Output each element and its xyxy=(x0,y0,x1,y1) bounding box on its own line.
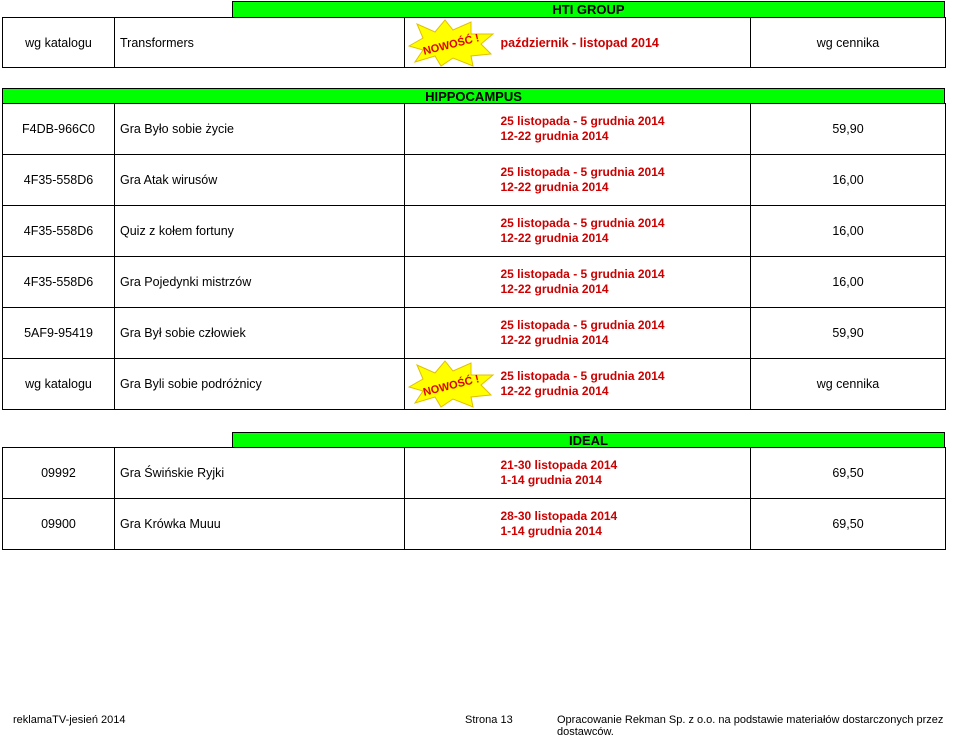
badge-cell xyxy=(405,359,498,410)
promo-date-2: 12-22 grudnia 2014 xyxy=(500,333,609,347)
product-price: 59,90 xyxy=(751,308,946,359)
table-row xyxy=(3,155,946,206)
promo-dates xyxy=(498,448,751,499)
promo-date-1: 25 listopada - 5 grudnia 2014 xyxy=(500,318,665,332)
promo-date-2: 12-22 grudnia 2014 xyxy=(500,231,609,245)
footer-left: reklamaTV-jesień 2014 xyxy=(13,714,126,726)
promo-dates xyxy=(498,206,751,257)
promo-date-2: 1-14 grudnia 2014 xyxy=(500,473,602,487)
promo-dates xyxy=(498,104,751,155)
table-row xyxy=(3,206,946,257)
promo-date-2: 1-14 grudnia 2014 xyxy=(500,524,602,538)
badge-cell xyxy=(405,257,498,308)
promo-dates xyxy=(498,155,751,206)
promo-dates xyxy=(498,257,751,308)
promo-date-1: 28-30 listopada 2014 xyxy=(500,509,618,523)
product-price: 69,50 xyxy=(751,499,946,550)
section-header-ideal xyxy=(232,432,945,447)
product-name: Gra Był sobie człowiek xyxy=(115,308,405,359)
badge-cell xyxy=(405,206,498,257)
product-name: Gra Krówka Muuu xyxy=(115,499,405,550)
badge-cell xyxy=(405,499,498,550)
product-code: 4F35-558D6 xyxy=(3,257,115,308)
ideal-rows xyxy=(3,448,946,550)
hippocampus-rows xyxy=(3,104,946,410)
product-name: Gra Świńskie Ryjki xyxy=(115,448,405,499)
product-price: 69,50 xyxy=(751,448,946,499)
brand-title: HTI GROUP xyxy=(552,2,625,17)
product-code: 09900 xyxy=(3,499,115,550)
header-table xyxy=(2,17,946,68)
header-category-cell: Transformers xyxy=(115,18,405,68)
footer-credit: Opracowanie Rekman Sp. z o.o. na podstawie materiałów dostarczonych przez dostawców. xyxy=(557,714,944,738)
table-row xyxy=(3,308,946,359)
promo-date-2: 12-22 grudnia 2014 xyxy=(500,129,609,143)
product-price: 16,00 xyxy=(751,206,946,257)
section-header-hippocampus xyxy=(2,88,945,103)
table-row xyxy=(3,359,946,410)
product-name: Gra Pojedynki mistrzów xyxy=(115,257,405,308)
table-row xyxy=(3,448,946,499)
promo-date-1: 25 listopada - 5 grudnia 2014 xyxy=(500,267,665,281)
product-code: 09992 xyxy=(3,448,115,499)
badge-cell xyxy=(405,448,498,499)
promo-date-1: 25 listopada - 5 grudnia 2014 xyxy=(500,114,665,128)
table-row xyxy=(3,257,946,308)
product-name: Gra Atak wirusów xyxy=(115,155,405,206)
product-name: Gra Było sobie życie xyxy=(115,104,405,155)
header-period-cell: październik - listopad 2014 xyxy=(498,18,751,68)
product-code: 4F35-558D6 xyxy=(3,206,115,257)
promo-date-1: 25 listopada - 5 grudnia 2014 xyxy=(500,165,665,179)
badge-text: NOWOŚĆ ! xyxy=(421,373,481,399)
product-code: wg katalogu xyxy=(3,359,115,410)
product-code: F4DB-966C0 xyxy=(3,104,115,155)
promo-date-2: 12-22 grudnia 2014 xyxy=(500,384,609,398)
promo-date-1: 25 listopada - 5 grudnia 2014 xyxy=(500,369,665,383)
header-row xyxy=(3,18,946,68)
product-price: 59,90 xyxy=(751,104,946,155)
hippocampus-table xyxy=(2,103,946,410)
badge-cell xyxy=(405,104,498,155)
promo-dates xyxy=(498,359,751,410)
nowosc-badge-icon xyxy=(405,18,498,68)
promo-date-1: 25 listopada - 5 grudnia 2014 xyxy=(500,216,665,230)
promo-dates xyxy=(498,499,751,550)
product-name: Quiz z kołem fortuny xyxy=(115,206,405,257)
product-price: 16,00 xyxy=(751,155,946,206)
section-title: HIPPOCAMPUS xyxy=(425,89,522,104)
product-code: 5AF9-95419 xyxy=(3,308,115,359)
nowosc-badge-icon xyxy=(405,359,498,409)
brand-header xyxy=(232,1,945,17)
section-title: IDEAL xyxy=(569,433,608,448)
badge-cell xyxy=(405,155,498,206)
promo-date-1: 21-30 listopada 2014 xyxy=(500,458,618,472)
header-catalog-cell: wg katalogu xyxy=(3,18,115,68)
table-row xyxy=(3,104,946,155)
badge-cell xyxy=(405,308,498,359)
product-price: wg cennika xyxy=(751,359,946,410)
promo-date-2: 12-22 grudnia 2014 xyxy=(500,282,609,296)
ideal-table xyxy=(2,447,946,550)
header-badge-cell xyxy=(405,18,498,68)
promo-dates xyxy=(498,308,751,359)
product-price: 16,00 xyxy=(751,257,946,308)
table-row xyxy=(3,499,946,550)
header-pricing-cell: wg cennika xyxy=(751,18,946,68)
product-name: Gra Byli sobie podróżnicy xyxy=(115,359,405,410)
product-code: 4F35-558D6 xyxy=(3,155,115,206)
footer-page-number: Strona 13 xyxy=(465,714,513,726)
promo-date-2: 12-22 grudnia 2014 xyxy=(500,180,609,194)
badge-text: NOWOŚĆ ! xyxy=(421,32,481,58)
